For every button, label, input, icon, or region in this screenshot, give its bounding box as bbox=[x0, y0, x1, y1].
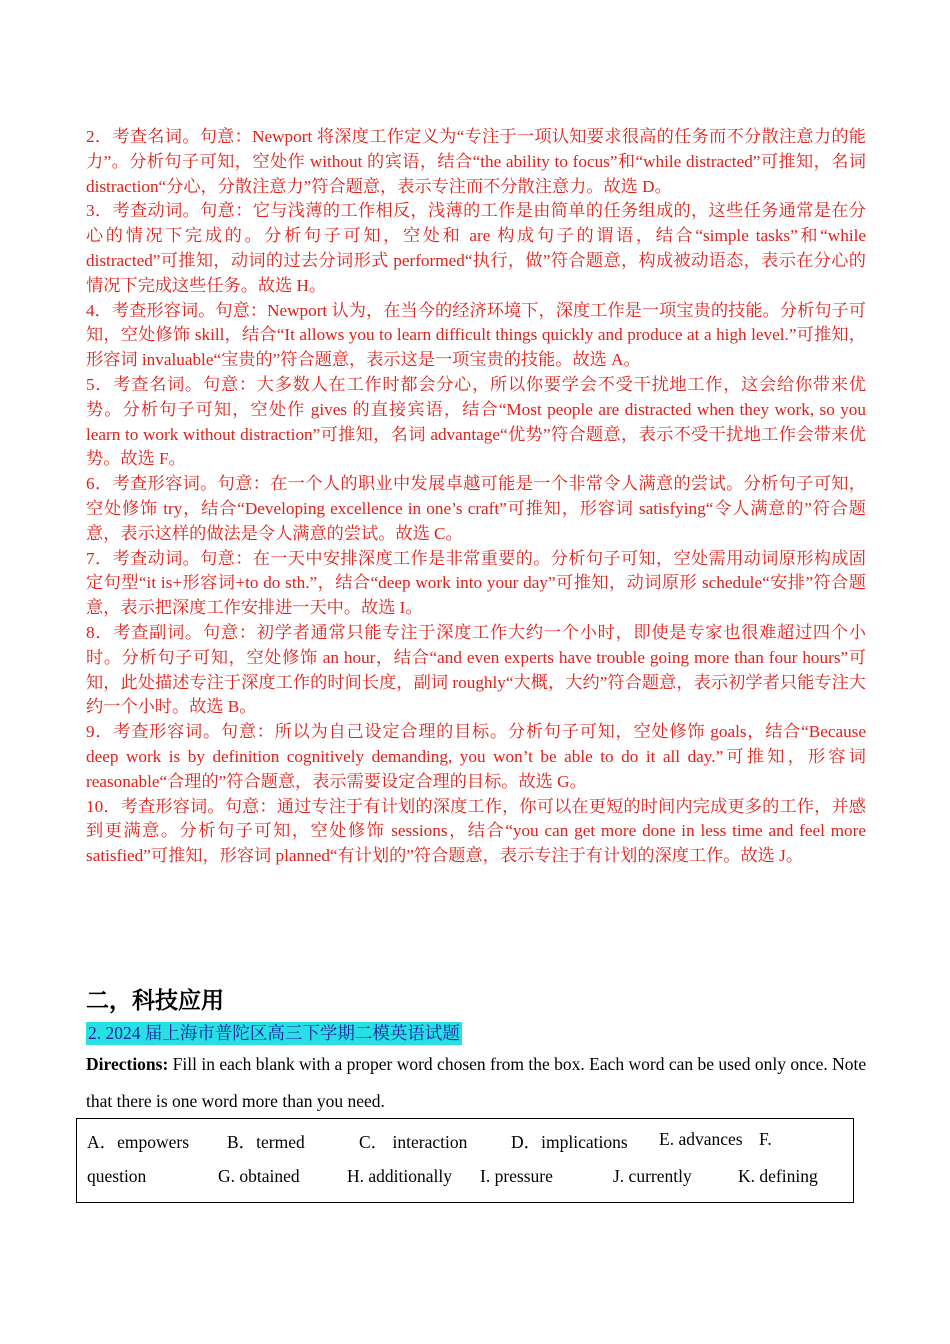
explanation-item-8: 8．考查副词。句意：初学者通常只能专注于深度工作大约一个小时，即使是专家也很难超过四个小时。分析句子可知，空处修饰 an hour，结合“and even experts have trouble going more than four hours”可知，此处描述专注于深度工作的时间长度，副词 roughly“大概，大约”符合题意，表示初学者只能专注大约一个小时。故选 B。 bbox=[86, 622, 866, 717]
explanation-item-3: 3．考查动词。句意：它与浅薄的工作相反，浅薄的工作是由简单的任务组成的，这些任务通常是在分心的情况下完成的。分析句子可知，空处和 are 构成句子的谓语，结合“simple tasks”和“while distracted”可推知，动词的过去分词形式 performed“执行，做”符合题意，构成被动语态，表示在分心的情况下完成这些任务。故选 H。 bbox=[86, 201, 866, 295]
explanation-item-10: 10．考查形容词。句意：通过专注于有计划的深度工作，你可以在更短的时间内完成更多的工作，并感到更满意。分析句子可知，空处修饰 sessions，结合“you can get more done in less time and feel more satisfied”可推知，形容词 planned“有计划的”符合题意，表示专注于有计划的深度工作。故选 J。 bbox=[86, 796, 866, 866]
word-option-f-letter: F. bbox=[759, 1129, 772, 1149]
directions-label: Directions: bbox=[86, 1054, 169, 1074]
word-option-b: B．termed bbox=[227, 1132, 305, 1152]
word-box bbox=[76, 1118, 854, 1203]
directions-text: Fill in each blank with a proper word chosen from the box. Each word can be used only once. Note that there is one word more than you need. bbox=[86, 1054, 867, 1111]
word-option-h: H. additionally bbox=[347, 1166, 452, 1186]
answer-explanations bbox=[86, 125, 866, 869]
explanation-item-2: 2．考查名词。句意：Newport 将深度工作定义为“专注于一项认知要求很高的任务而不分散注意力的能力”。分析句子可知，空处作 without 的宾语，结合“the ability to focus”和“while distracted”可推知，名词 distraction“分心，分散注意力”符合题意，表示专注而不分散注意力。故选 D。 bbox=[86, 127, 866, 196]
directions-paragraph bbox=[86, 1046, 871, 1120]
word-option-k: K. defining bbox=[738, 1166, 818, 1186]
explanation-item-9: 9．考查形容词。句意：所以为自己设定合理的目标。分析句子可知，空处修饰 goals，结合“Because deep work is by definition cognitively demanding, you won’t be able to do it all day.”可推知，形容词 reasonable“合理的”符合题意，表示需要设定合理的目标。故选 G。 bbox=[86, 722, 866, 791]
explanation-item-4: 4．考查形容词。句意：Newport 认为，在当今的经济环境下，深度工作是一项宝贵的技能。分析句子可知，空处修饰 skill，结合“It allows you to learn difficult things quickly and produce at a high level.”可推知，形容词 invaluable“宝贵的”符合题意，表示这是一项宝贵的技能。故选 A。 bbox=[86, 300, 866, 370]
explanation-item-6: 6．考查形容词。句意：在一个人的职业中发展卓越可能是一个非常令人满意的尝试。分析句子可知，空处修饰 try，结合“Developing excellence in one’s craft”可推知，形容词 satisfying“令人满意的”符合题意，表示这样的做法是令人满意的尝试。故选 C。 bbox=[86, 474, 866, 543]
word-option-i: I. pressure bbox=[480, 1166, 553, 1186]
section-title: 二，科技应用 bbox=[86, 988, 224, 1014]
word-option-g: G. obtained bbox=[218, 1166, 300, 1186]
word-option-d: D．implications bbox=[511, 1132, 628, 1152]
word-option-f: question bbox=[87, 1166, 147, 1186]
explanation-item-5: 5．考查名词。句意：大多数人在工作时都会分心，所以你要学会不受干扰地工作，这会给你带来优势。分析句子可知，空处作 gives 的直接宾语，结合“Most people are distracted when they work, so you learn to work without distraction”可推知，名词 advantage“优势”符合题意，表示不受干扰地工作会带来优势。故选 F。 bbox=[86, 374, 866, 469]
word-option-a: A．empowers bbox=[87, 1132, 190, 1152]
word-option-j: J. currently bbox=[613, 1166, 692, 1186]
word-option-c: C． interaction bbox=[359, 1132, 468, 1152]
explanation-item-7: 7．考查动词。句意：在一天中安排深度工作是非常重要的。分析句子可知，空处需用动词原形构成固定句型“it is+形容词+to do sth.”，结合“deep work into your day”可推知，动词原形 schedule“安排”符合题意，表示把深度工作安排进一天中。故选 I。 bbox=[86, 548, 866, 618]
source-tag: 2. 2024 届上海市普陀区高三下学期二模英语试题 bbox=[88, 1023, 460, 1043]
word-option-e: E. advances bbox=[659, 1129, 743, 1149]
